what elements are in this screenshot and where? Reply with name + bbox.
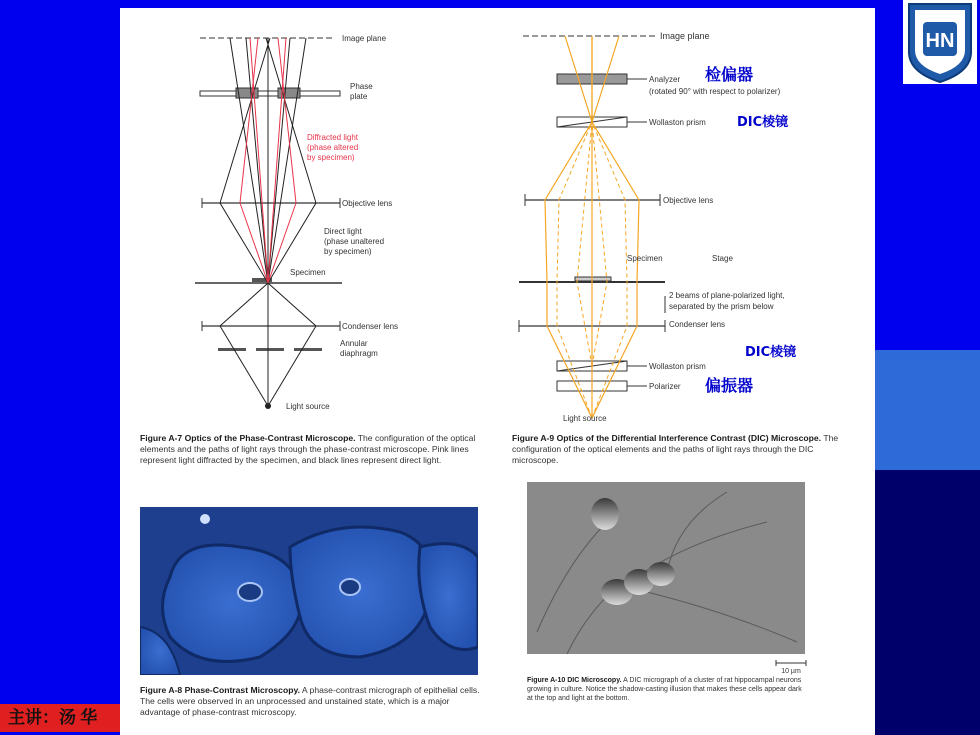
phase-contrast-micrograph — [140, 507, 478, 675]
label-beams-1: 2 beams of plane-polarized light, — [669, 291, 785, 300]
annotation-dic-prism-bottom: DIC棱镜 — [745, 345, 797, 360]
label-annular-2: diaphragm — [340, 349, 378, 358]
label-condenser-lens: Condenser lens — [669, 320, 726, 329]
figure-a7-caption — [140, 433, 485, 466]
speaker-label: 主讲：汤 华 — [0, 704, 120, 732]
label-diffracted-2: (phase altered — [307, 143, 359, 152]
label-specimen: Specimen — [627, 254, 663, 263]
label-stage: Stage — [712, 254, 733, 263]
label-diffracted-3: by specimen) — [307, 153, 355, 162]
label-image-plane: Image plane — [342, 34, 387, 43]
figure-a9-caption-title: Figure A-9 Optics of the Differential Interference Contrast (DIC) Microscope. — [512, 433, 822, 443]
scale-bar-label: 10 µm — [781, 668, 801, 675]
figure-a10-caption-body: A DIC micrograph of a cluster of rat hippocampal neurons growing in culture. Notice the shadow-casting illusion that makes these cells appear dark at the top and light at the bottom. — [527, 677, 802, 702]
figure-a7-caption-title: Figure A-7 Optics of the Phase-Contrast Microscope. — [140, 433, 356, 443]
figure-a10-caption — [527, 676, 807, 703]
dic-diagram — [505, 28, 855, 428]
annotation-dic-prism-top: DIC棱镜 — [737, 115, 789, 130]
label-beams-2: separated by the prism below — [669, 302, 774, 311]
label-wollaston-bottom: Wollaston prism — [649, 362, 706, 371]
label-direct-1: Direct light — [324, 227, 362, 236]
figure-a9-caption-body: The configuration of the optical elements and the paths of light rays through the DIC microscope. — [512, 433, 839, 465]
label-direct-2: (phase unaltered — [324, 237, 385, 246]
phase-contrast-diagram — [190, 28, 490, 418]
label-image-plane: Image plane — [660, 31, 710, 41]
label-objective-lens: Objective lens — [663, 196, 714, 205]
label-phase-plate-2: plate — [350, 92, 368, 101]
figure-a8-caption — [140, 685, 485, 718]
figure-a10-caption-title: Figure A-10 DIC Microscopy. — [527, 677, 622, 684]
label-analyzer: Analyzer — [649, 75, 681, 84]
label-direct-3: by specimen) — [324, 247, 372, 256]
figure-a9-caption — [512, 433, 857, 466]
label-condenser-lens: Condenser lens — [342, 322, 399, 331]
label-light-source: Light source — [286, 402, 330, 411]
annotation-polarizer-cn: 偏振器 — [705, 376, 754, 395]
label-wollaston-top: Wollaston prism — [649, 118, 706, 127]
label-analyzer-note: (rotated 90° with respect to polarizer) — [649, 87, 781, 96]
label-polarizer: Polarizer — [649, 382, 681, 391]
label-phase-plate-1: Phase — [350, 82, 373, 91]
decor-dark-shape — [875, 470, 980, 735]
scale-bar — [772, 659, 810, 675]
annotation-analyzer-cn: 检偏器 — [705, 65, 754, 84]
svg-text:HN: HN — [925, 30, 955, 52]
label-diffracted-1: Diffracted light — [307, 133, 358, 142]
label-annular-1: Annular — [340, 339, 368, 348]
figure-a8-caption-title: Figure A-8 Phase-Contrast Microscopy. — [140, 685, 300, 695]
label-light-source: Light source — [563, 414, 607, 423]
label-specimen: Specimen — [290, 268, 326, 277]
figure-a7-caption-body: The configuration of the optical elements and the paths of light rays through the phase-contrast microscope. Pink lines represent light diffracted by the specimen, and black lines represent direct light. — [140, 433, 476, 465]
dic-micrograph — [527, 482, 805, 654]
figure-a8-caption-body: A phase-contrast micrograph of epithelial cells. The cells were observed in an unprocessed and unstained state, which is a major advantage of phase-contrast microscopy. — [140, 685, 480, 717]
university-seal-icon — [903, 0, 977, 84]
label-objective-lens: Objective lens — [342, 199, 393, 208]
university-logo — [903, 0, 977, 84]
